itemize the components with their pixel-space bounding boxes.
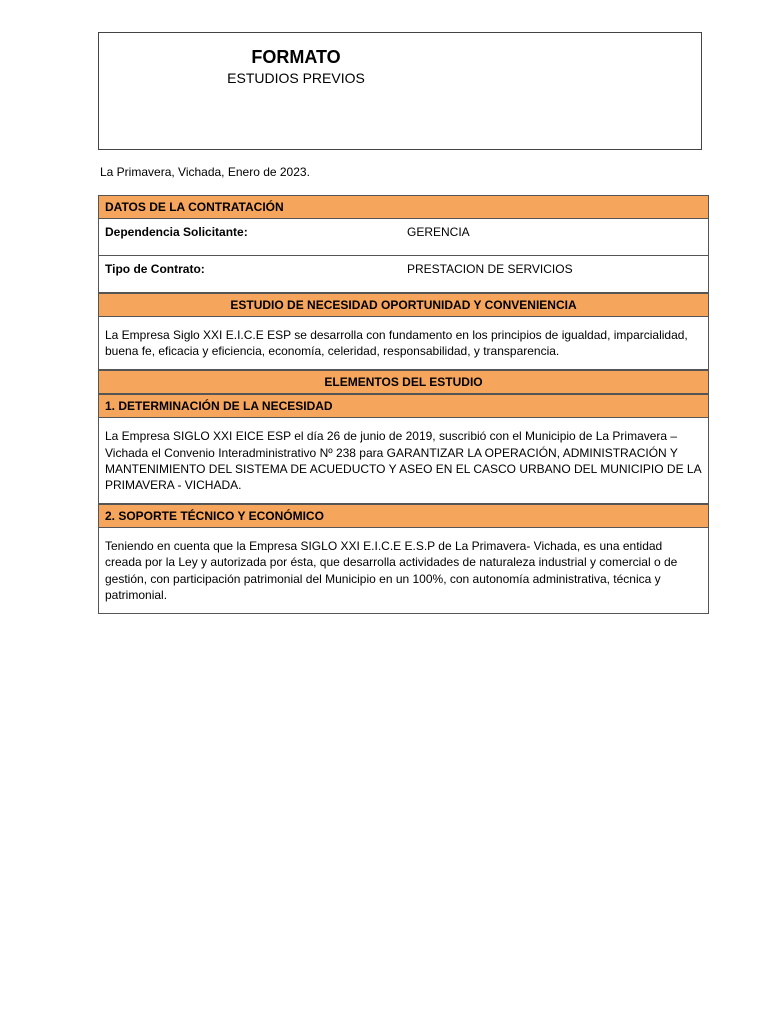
tipo-label: Tipo de Contrato:: [105, 262, 205, 276]
dependencia-label: Dependencia Solicitante:: [105, 225, 248, 239]
tipo-row: [98, 256, 709, 293]
dependencia-row: [98, 219, 709, 256]
section-2-heading: 2. SOPORTE TÉCNICO Y ECONÓMICO: [98, 504, 709, 528]
section-2-text: Teniendo en cuenta que la Empresa SIGLO XXI E.I.C.E E.S.P de La Primavera- Vichada, es una entidad creada por la Ley y autorizada por ésta, que desarrolla actividades de naturaleza industrial y comercial o de gestión, con participación patrimonial del Municipio en un 100%, con autonomía administrativa, técnica y patrimonial.: [98, 528, 709, 614]
datos-heading: DATOS DE LA CONTRATACIÓN: [98, 195, 709, 219]
estudio-heading: ESTUDIO DE NECESIDAD OPORTUNIDAD Y CONVENIENCIA: [98, 293, 709, 317]
elementos-heading: ELEMENTOS DEL ESTUDIO: [98, 370, 709, 394]
tipo-value: PRESTACION DE SERVICIOS: [407, 262, 573, 276]
estudio-text: La Empresa Siglo XXI E.I.C.E ESP se desarrolla con fundamento en los principios de igualdad, imparcialidad, buena fe, eficacia y eficiencia, economía, celeridad, responsabilidad, y transparencia.: [98, 317, 709, 370]
dependencia-value: GERENCIA: [407, 225, 470, 239]
document-body: [98, 195, 709, 614]
header-subtitle: ESTUDIOS PREVIOS: [227, 70, 365, 86]
section-1-heading: 1. DETERMINACIÓN DE LA NECESIDAD: [98, 394, 709, 418]
document-header: [98, 32, 702, 150]
document-date: La Primavera, Vichada, Enero de 2023.: [100, 165, 310, 179]
section-1-text: La Empresa SIGLO XXI EICE ESP el día 26 de junio de 2019, suscribió con el Municipio de La Primavera – Vichada el Convenio Interadministrativo Nº 238 para GARANTIZAR LA OPERACIÓN, ADMINISTRACIÓN Y MANTENIMIENTO DEL SISTEMA DE ACUEDUCTO Y ASEO EN EL CASCO URBANO DEL MUNICIPIO DE LA PRIMAVERA - VICHADA.: [98, 418, 709, 504]
header-title: FORMATO: [251, 47, 341, 67]
